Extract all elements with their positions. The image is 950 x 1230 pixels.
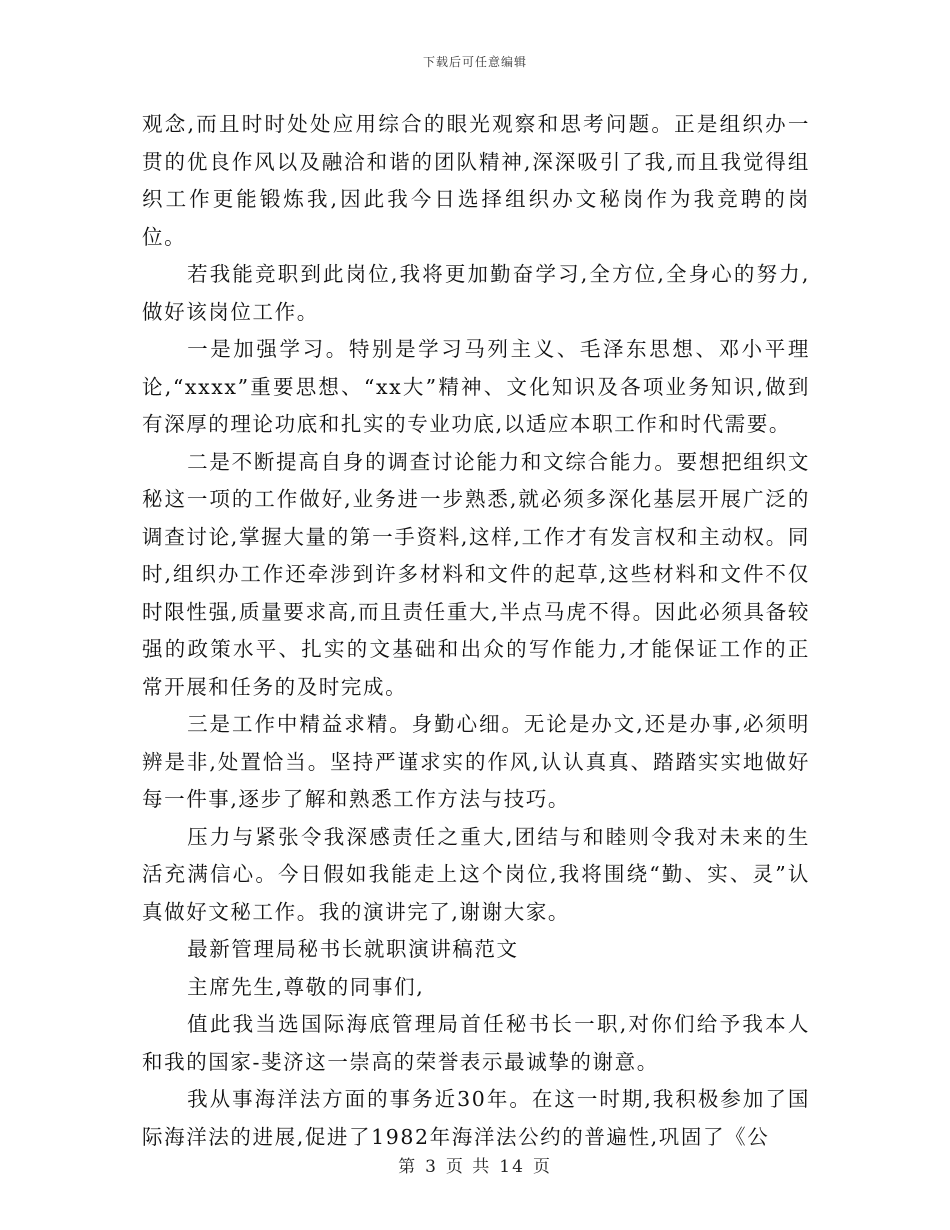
page-label-mid: 页 共 xyxy=(445,1157,492,1177)
paragraph: 一是加强学习。特别是学习马列主义、毛泽东思想、邓小平理论,“xxxx”重要思想、“xx大”精神、文化知识及各项业务知识,做到有深厚的理论功底和扎实的专业功底,以适应本职工作和时代需要。 xyxy=(142,337,810,436)
paragraph: 三是工作中精益求精。身勤心细。无论是办文,还是办事,必须明辨是非,处置恰当。坚持严谨求实的作风,认认真真、踏踏实实地做好每一件事,逐步了解和熟悉工作方法与技巧。 xyxy=(142,712,810,811)
paragraph: 值此我当选国际海底管理局首任秘书长一职,对你们给予我本人和我的国家-斐济这一崇高的荣誉表示最诚挚的谢意。 xyxy=(142,1012,810,1074)
paragraph: 若我能竞职到此岗位,我将更加勤奋学习,全方位,全身心的努力,做好该岗位工作。 xyxy=(142,262,810,324)
document-body xyxy=(142,106,810,1156)
salutation: 主席先生,尊敬的同事们, xyxy=(187,974,425,999)
page-label-prefix: 第 xyxy=(398,1157,418,1177)
current-page-number: 3 xyxy=(425,1157,438,1177)
page-footer xyxy=(0,1152,950,1177)
section-title: 最新管理局秘书长就职演讲稿范文 xyxy=(187,937,519,961)
page-label-suffix: 页 xyxy=(532,1157,552,1177)
total-pages-number: 14 xyxy=(499,1157,525,1177)
paragraph: 压力与紧张令我深感责任之重大,团结与和睦则令我对未来的生活充满信心。今日假如我能走上这个岗位,我将围绕“勤、实、灵”认真做好文秘工作。我的演讲完了,谢谢大家。 xyxy=(142,824,810,924)
paragraph: 我从事海洋法方面的事务近30年。在这一时期,我积极参加了国际海洋法的进展,促进了1982年海洋法公约的普遍性,巩固了《公 xyxy=(142,1087,810,1149)
paragraph: 观念,而且时时处处应用综合的眼光观察和思考问题。正是组织办一贯的优良作风以及融洽和谐的团队精神,深深吸引了我,而且我觉得组织工作更能锻炼我,因此我今日选择组织办文秘岗作为我竞聘的岗位。 xyxy=(142,112,810,249)
paragraph: 二是不断提高自身的调查讨论能力和文综合能力。要想把组织文秘这一项的工作做好,业务进一步熟悉,就必须多深化基层开展广泛的调查讨论,掌握大量的第一手资料,这样,工作才有发言权和主动权。同时,组织办工作还牵涉到许多材料和文件的起草,这些材料和文件不仅时限性强,质量要求高,而且责任重大,半点马虎不得。因此必须具备较强的政策水平、扎实的文基础和出众的写作能力,才能保证工作的正常开展和任务的及时完成。 xyxy=(142,449,810,699)
page-header: 下载后可任意编辑 xyxy=(422,55,527,69)
